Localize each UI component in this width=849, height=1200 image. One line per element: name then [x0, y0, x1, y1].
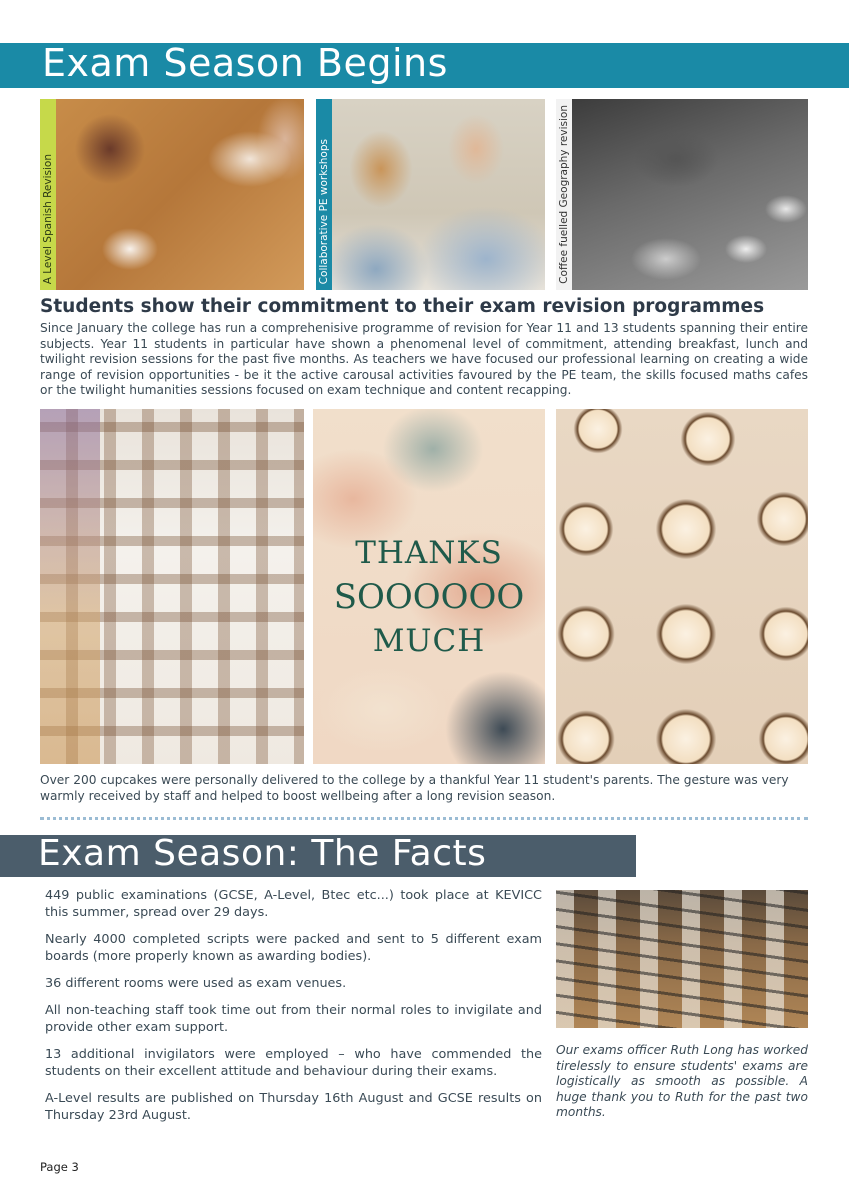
page-number: Page 3: [40, 1160, 79, 1174]
photo-cupcakes: [556, 409, 808, 764]
facts-list: [45, 887, 542, 1134]
fact-paragraph: All non-teaching staff took time out from their normal roles to invigilate and provide other exam support.: [45, 1003, 542, 1035]
thanks-line-1: THANKS: [355, 535, 503, 571]
fact-paragraph: 449 public examinations (GCSE, A-Level, Btec etc...) took place at KEVICC this summer, spread over 29 days.: [45, 888, 542, 920]
thanks-line-3: MUCH: [372, 623, 486, 659]
photo-thanks-card: [313, 409, 545, 764]
fact-paragraph: A-Level results are published on Thursday 16th August and GCSE results on Thursday 23rd August.: [45, 1091, 542, 1123]
photo-label-bar: [556, 99, 572, 290]
photo-exam-hall: [556, 890, 808, 1028]
fact-paragraph: 13 additional invigilators were employed – who have commended the students on their excellent attitude and behaviour during their exams.: [45, 1047, 542, 1079]
photo-geography-revision: [556, 99, 808, 290]
section-banner-exam-season-begins: [0, 43, 849, 88]
photo-cupcake-boxes: [40, 409, 304, 764]
photo-detail: [40, 409, 100, 764]
article-headline: Students show their commitment to their exam revision programmes: [40, 296, 765, 317]
section-divider: [40, 817, 808, 820]
banner-title: Exam Season Begins: [42, 41, 448, 85]
photo-label: Coffee fuelled Geography revision: [558, 105, 570, 284]
thanks-card-text: [313, 531, 545, 663]
section-banner-exam-facts: [0, 835, 636, 877]
fact-paragraph: 36 different rooms were used as exam venues.: [45, 976, 347, 991]
photo-label: Collaborative PE workshops: [318, 138, 330, 284]
photo-label-bar: [316, 99, 332, 290]
banner-title: Exam Season: The Facts: [38, 833, 487, 874]
exam-hall-caption: Our exams officer Ruth Long has worked tirelessly to ensure students' exams are logistically as smooth as possible. A huge thank you to Ruth for the past two months.: [556, 1043, 808, 1119]
thanks-line-2: SOOOOOO: [333, 577, 525, 617]
cupcake-caption: Over 200 cupcakes were personally delivered to the college by a thankful Year 11 student's parents. The gesture was very warmly received by staff and helped to boost wellbeing after a long revision season.: [40, 773, 789, 803]
photo-label: A Level Spanish Revision: [42, 153, 54, 284]
photo-label-bar: [40, 99, 56, 290]
photo-spanish-revision: [40, 99, 304, 290]
photo-pe-workshops: [316, 99, 545, 290]
fact-paragraph: Nearly 4000 completed scripts were packed and sent to 5 different exam boards (more properly known as awarding bodies).: [45, 932, 542, 964]
article-body: Since January the college has run a comprehenisive programme of revision for Year 11 and 13 students spanning their entire subjects. Year 11 students in particular have shown a phenomenal level of commitment, attending breakfast, lunch and twilight revision sessions for the past five months. As teachers we have focused our professional learning on creating a wide range of revision opportunities - be it the active carousal activities favoured by the PE team, the skills focused maths cafes or the twilight humanities sessions focused on exam technique and content recapping.: [40, 321, 808, 398]
